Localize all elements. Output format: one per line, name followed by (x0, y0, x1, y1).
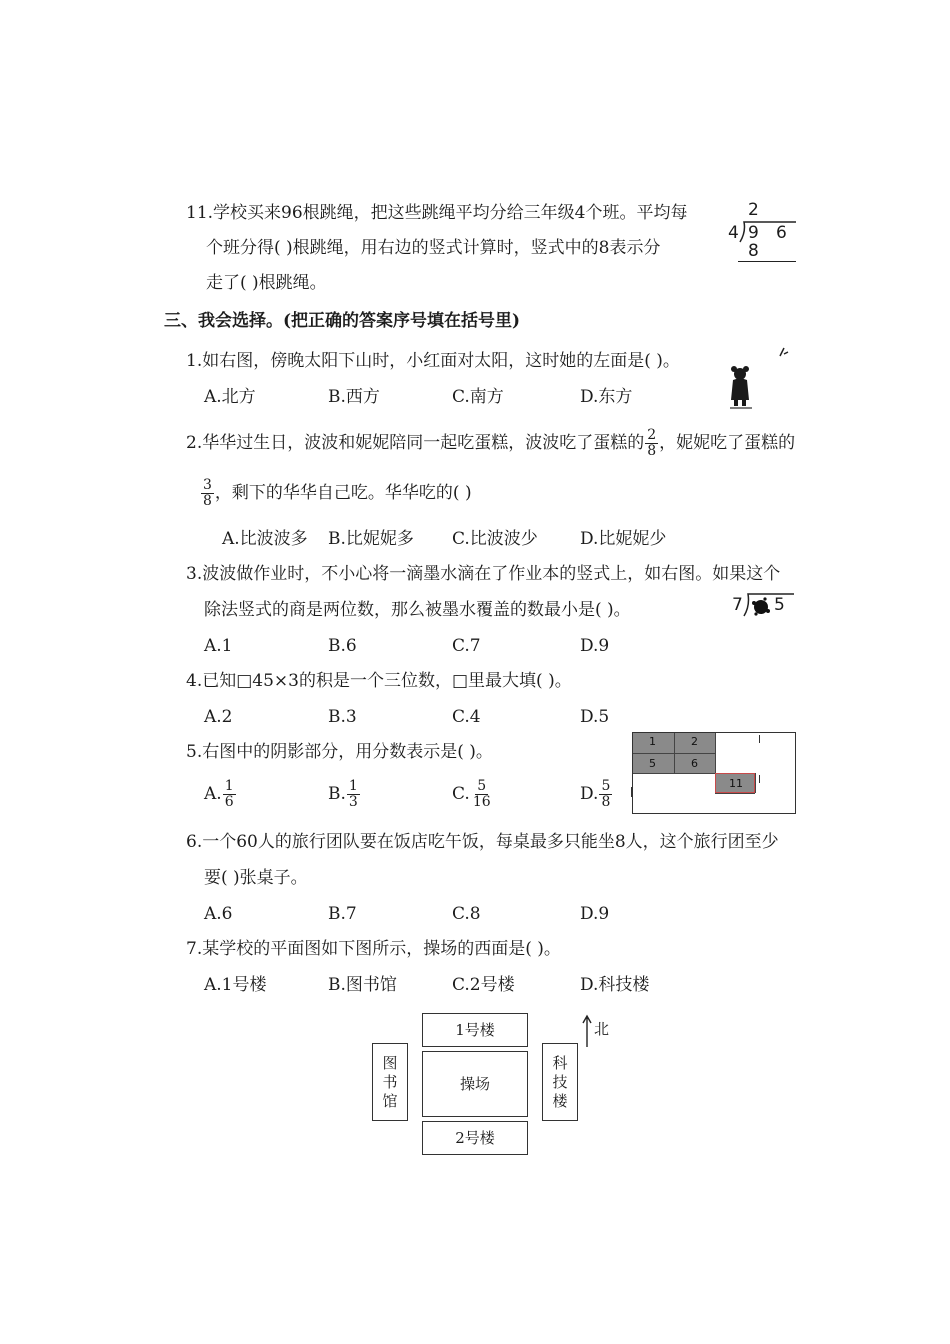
q4-option-d: D.5 (580, 707, 610, 727)
grid-line-h1 (633, 753, 715, 754)
q3-divisor: 7 (732, 595, 743, 615)
q3-option-c: C.7 (452, 636, 481, 656)
q5-option-c-denominator: 16 (472, 794, 491, 810)
q5-option-d-numerator: 5 (601, 778, 611, 794)
q6-option-b: B.7 (328, 904, 357, 924)
q7-option-d: D.科技楼 (580, 975, 650, 995)
map-library-char-1: 图 (382, 1054, 398, 1072)
north-label: 北 (594, 1020, 610, 1038)
q4-stem: 4.已知□45×3的积是一个三位数，□里最大填( )。 (186, 671, 572, 691)
map-building-1 (422, 1013, 528, 1047)
q5-option-a-label: A. (204, 784, 222, 804)
q11-division-figure (724, 198, 796, 264)
q5-option-b-label: B. (328, 784, 346, 804)
q1-option-c: C.南方 (452, 387, 504, 407)
map-library-char-3: 馆 (382, 1092, 398, 1110)
q3-ink-division-figure (730, 592, 794, 622)
grid-mark-2: 2 (691, 735, 698, 748)
q11-product: 8 (748, 241, 759, 261)
map-library (372, 1043, 408, 1121)
q2-stem-part-b: ，妮妮吃了蛋糕的 (659, 433, 796, 453)
girl-icon (730, 366, 752, 408)
q4-option-a: A.2 (204, 707, 233, 727)
q5-option-d-denominator: 8 (601, 794, 611, 810)
q5-stem: 5.右图中的阴影部分，用分数表示是( )。 (186, 742, 493, 762)
q2-fraction-bobo-numerator: 2 (647, 427, 657, 443)
q7-option-a: A.1号楼 (204, 975, 267, 995)
map-building-2-label: 2号楼 (455, 1129, 495, 1147)
q11-line2: 个班分得( )根跳绳，用右边的竖式计算时，竖式中的8表示分 (206, 238, 661, 258)
tick-mark-2 (759, 775, 760, 783)
map-tech-char-2: 技 (552, 1073, 568, 1091)
q11-divisor: 4 (728, 223, 739, 243)
q3-option-a: A.1 (204, 636, 233, 656)
north-arrow-icon (580, 1013, 594, 1049)
q11-line3: 走了( )根跳绳。 (206, 273, 327, 293)
map-building-1-label: 1号楼 (455, 1021, 495, 1039)
school-map (360, 1005, 620, 1165)
q3-option-d: D.9 (580, 636, 610, 656)
q1-option-b: B.西方 (328, 387, 380, 407)
q3-last-digit: 5 (774, 595, 785, 615)
q5-option-a-numerator: 1 (224, 778, 234, 794)
q11-line1: 11.学校买来96根跳绳，把这些跳绳平均分给三年级4个班。平均每 (186, 203, 688, 223)
q7-option-b: B.图书馆 (328, 975, 397, 995)
q2-fraction-nini (201, 478, 214, 509)
q2-fraction-bobo-denominator: 8 (647, 443, 657, 459)
girl-facing-sun-figure (722, 344, 794, 416)
grid-line-h3 (715, 793, 755, 794)
q5-option-c (452, 775, 494, 813)
q11-dividend-digit1: 9 (748, 223, 759, 243)
q3-option-b: B.6 (328, 636, 357, 656)
q1-stem: 1.如右图，傍晚太阳下山时，小红面对太阳，这时她的左面是( )。 (186, 351, 680, 371)
q6-option-a: A.6 (204, 904, 233, 924)
tick-mark-3 (631, 787, 632, 797)
grid-mark-6: 6 (691, 757, 698, 770)
q11-dividend-digit2: 6 (776, 223, 787, 243)
q7-stem: 7.某学校的平面图如下图所示，操场的西面是( )。 (186, 939, 561, 959)
q3-line1: 3.波波做作业时，不小心将一滴墨水滴在了作业本的竖式上，如右图。如果这个 (186, 564, 781, 584)
q5-option-d (580, 775, 613, 813)
q2-stem-part-c: ，剩下的华华自己吃。华华吃的( ) (214, 483, 472, 503)
q2-stem-part-a: 2.华华过生日，波波和妮妮陪同一起吃蛋糕，波波吃了蛋糕的 (186, 433, 645, 453)
q11-division-line (738, 261, 796, 262)
q4-option-b: B.3 (328, 707, 357, 727)
q5-option-d-label: D. (580, 784, 599, 804)
q2-option-d: D.比妮妮少 (580, 529, 667, 549)
q2-option-b: B.比妮妮多 (328, 529, 414, 549)
map-tech-building (542, 1043, 578, 1121)
q7-option-c: C.2号楼 (452, 975, 515, 995)
q6-option-c: C.8 (452, 904, 481, 924)
q5-option-c-label: C. (452, 784, 470, 804)
sun-icon (780, 348, 788, 356)
q5-option-a-denominator: 6 (224, 794, 234, 810)
q5-option-c-numerator: 5 (477, 778, 487, 794)
map-playground-label: 操场 (459, 1075, 490, 1093)
q11-quotient: 2 (748, 200, 759, 220)
q5-option-a (204, 775, 237, 813)
q2-line1 (186, 428, 795, 459)
section3-title: 三、我会选择。(把正确的答案序号填在括号里) (164, 311, 521, 331)
q5-option-b-numerator: 1 (348, 778, 358, 794)
q5-shaded-rectangle-figure (632, 732, 796, 814)
grid-mark-1: 1 (649, 735, 656, 748)
q2-fraction-nini-numerator: 3 (203, 477, 212, 493)
q2-option-c: C.比波波少 (452, 529, 538, 549)
q3-line2: 除法竖式的商是两位数，那么被墨水覆盖的数最小是( )。 (204, 600, 631, 620)
q2-fraction-nini-denominator: 8 (203, 493, 212, 509)
q2-option-a: A.比波波多 (222, 529, 308, 549)
map-building-2 (422, 1121, 528, 1155)
q2-line2 (200, 478, 472, 509)
q4-option-c: C.4 (452, 707, 481, 727)
q6-line1: 6.一个60人的旅行团队要在饭店吃午饭，每桌最多只能坐8人，这个旅行团至少 (186, 832, 779, 852)
q5-option-b (328, 775, 361, 813)
map-tech-char-3: 楼 (552, 1092, 568, 1110)
q2-fraction-bobo (645, 428, 658, 459)
q1-option-d: D.东方 (580, 387, 633, 407)
tick-mark-1 (759, 735, 760, 743)
grid-line-v3 (755, 773, 756, 793)
map-tech-char-1: 科 (552, 1054, 568, 1072)
map-playground (422, 1051, 528, 1117)
q11-division-bracket (738, 220, 796, 244)
map-library-char-2: 书 (382, 1073, 398, 1091)
grid-mark-5: 5 (649, 757, 656, 770)
q5-option-b-denominator: 3 (348, 794, 358, 810)
ink-blot-icon (750, 596, 772, 618)
q1-option-a: A.北方 (204, 387, 256, 407)
q6-option-d: D.9 (580, 904, 610, 924)
grid-mark-11: 11 (729, 777, 743, 790)
q6-line2: 要( )张桌子。 (204, 868, 308, 888)
